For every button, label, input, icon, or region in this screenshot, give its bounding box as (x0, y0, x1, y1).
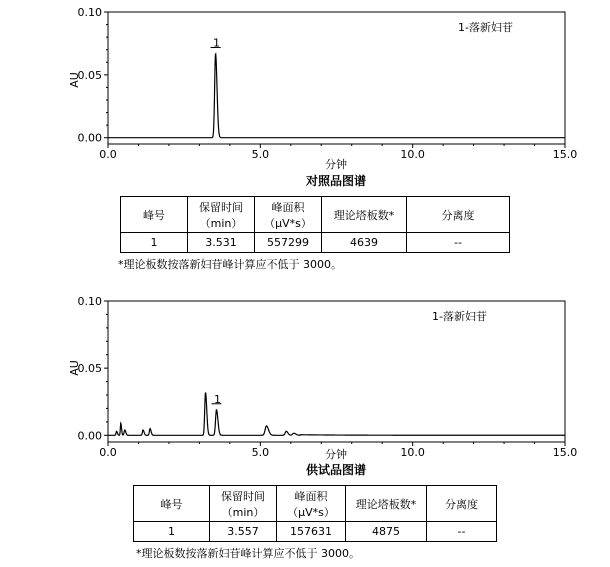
col-resolution: 分离度 (407, 197, 510, 233)
chart-title: 对照品图谱 (305, 174, 367, 188)
table-cell: -- (407, 233, 510, 253)
col-peak-area: 峰面积 （μV*s） (277, 486, 346, 522)
plot-frame (108, 301, 565, 442)
x-axis-label: 分钟 (325, 158, 347, 171)
y-axis-label: AU (68, 72, 81, 88)
chromatogram-trace (108, 54, 565, 138)
x-tick-label: 10.0 (400, 148, 425, 161)
y-tick-label: 0.00 (77, 131, 102, 145)
col-retention-time: 保留时间 （min） (188, 197, 255, 233)
y-tick-label: 0.05 (77, 362, 102, 376)
chromatogram-trace (108, 392, 565, 435)
col-resolution: 分离度 (427, 486, 497, 522)
plate-note: *理论板数按落新妇苷峰计算应不低于 3000。 (118, 258, 342, 271)
x-tick-label: 0.0 (99, 446, 117, 459)
col-plates: 理论塔板数* (346, 486, 427, 522)
table-cell: 4875 (346, 522, 427, 542)
table-cell: 1 (121, 233, 188, 253)
col-peak-area: 峰面积 （μV*s） (255, 197, 322, 233)
col-peak-no: 峰号 (134, 486, 210, 522)
table-cell: 557299 (255, 233, 322, 253)
x-axis-label: 分钟 (325, 448, 347, 461)
col-plates: 理论塔板数* (322, 197, 407, 233)
x-tick-label: 5.0 (251, 148, 270, 161)
y-tick-label: 0.05 (77, 68, 102, 82)
table-cell: 4639 (322, 233, 407, 253)
col-retention-time: 保留时间 （min） (210, 486, 277, 522)
plate-note: *理论板数按落新妇苷峰计算应不低于 3000。 (136, 547, 360, 560)
table-cell: 1 (134, 522, 210, 542)
x-tick-label: 10.0 (400, 446, 425, 459)
table-cell: 3.557 (210, 522, 277, 542)
x-tick-label: 15.0 (552, 446, 578, 459)
y-tick-label: 0.10 (77, 6, 102, 19)
peak-label: 1 (213, 392, 221, 406)
col-peak-no: 峰号 (121, 197, 188, 233)
x-tick-label: 15.0 (552, 148, 578, 161)
y-axis-label: AU (68, 360, 81, 376)
table-cell: 157631 (277, 522, 346, 542)
y-tick-label: 0.00 (77, 429, 102, 443)
table-cell: -- (427, 522, 497, 542)
chart-reference (0, 0, 610, 190)
x-tick-label: 0.0 (99, 148, 117, 161)
result-table-sample (133, 485, 497, 542)
x-tick-label: 5.0 (251, 446, 270, 459)
result-table-reference (120, 196, 510, 253)
y-tick-label: 0.10 (77, 295, 102, 308)
legend-entry: 1-落新妇苷 (432, 310, 487, 323)
chart-title: 供试品图谱 (305, 463, 367, 477)
legend-entry: 1-落新妇苷 (458, 21, 513, 34)
chart-sample (0, 290, 610, 480)
peak-label: 1 (213, 36, 221, 50)
table-cell: 3.531 (188, 233, 255, 253)
